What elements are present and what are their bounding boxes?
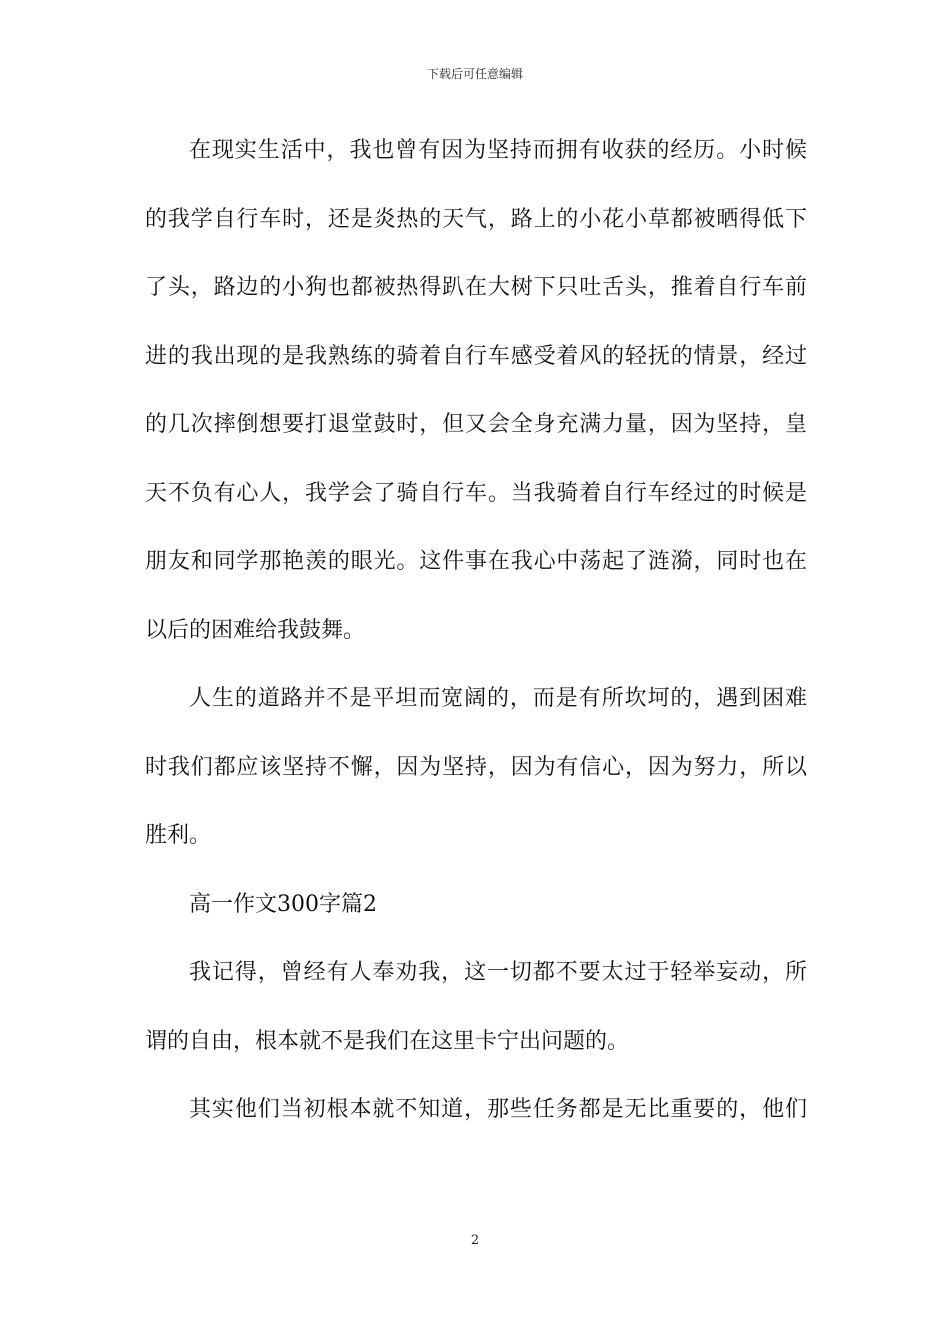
document-body — [145, 128, 807, 1156]
text-line: 时我们都应该坚持不懈，因为坚持，因为有信心，因为努力，所以 — [145, 754, 807, 780]
text-line: 的我学自行车时，还是炎热的天气，路上的小花小草都被晒得低下 — [145, 206, 807, 232]
section-heading: 高一作文300字篇2 — [189, 891, 377, 917]
text-line: 在现实生活中，我也曾有因为坚持而拥有收获的经历。小时候 — [189, 138, 807, 163]
text-line: 人生的道路并不是平坦而宽阔的，而是有所坎坷的，遇到困难 — [189, 686, 807, 711]
text-line: 其实他们当初根本就不知道，那些任务都是无比重要的，他们 — [189, 1097, 807, 1122]
page-header: 下载后可任意编辑 — [426, 67, 523, 81]
text-line: 的几次摔倒想要打退堂鼓时，但又会全身充满力量，因为坚持，皇 — [145, 412, 807, 437]
text-line: 谓的自由，根本就不是我们在这里卡宁出问题的。 — [145, 1028, 630, 1054]
text-line: 进的我出现的是我熟练的骑着自行车感受着风的轻抚的情景，经过 — [145, 343, 807, 369]
text-line: 胜利。 — [145, 823, 212, 848]
text-line: 我记得，曾经有人奉劝我，这一切都不要太过于轻举妄动，所 — [189, 960, 807, 985]
text-line: 了头，路边的小狗也都被热得趴在大树下只吐舌头，推着自行车前 — [145, 275, 807, 300]
page-number: 2 — [470, 1233, 480, 1248]
text-line: 朋友和同学那艳羡的眼光。这件事在我心中荡起了涟漪，同时也在 — [145, 549, 807, 574]
text-line: 以后的困难给我鼓舞。 — [145, 617, 366, 643]
text-line: 天不负有心人，我学会了骑自行车。当我骑着自行车经过的时候是 — [145, 480, 807, 506]
